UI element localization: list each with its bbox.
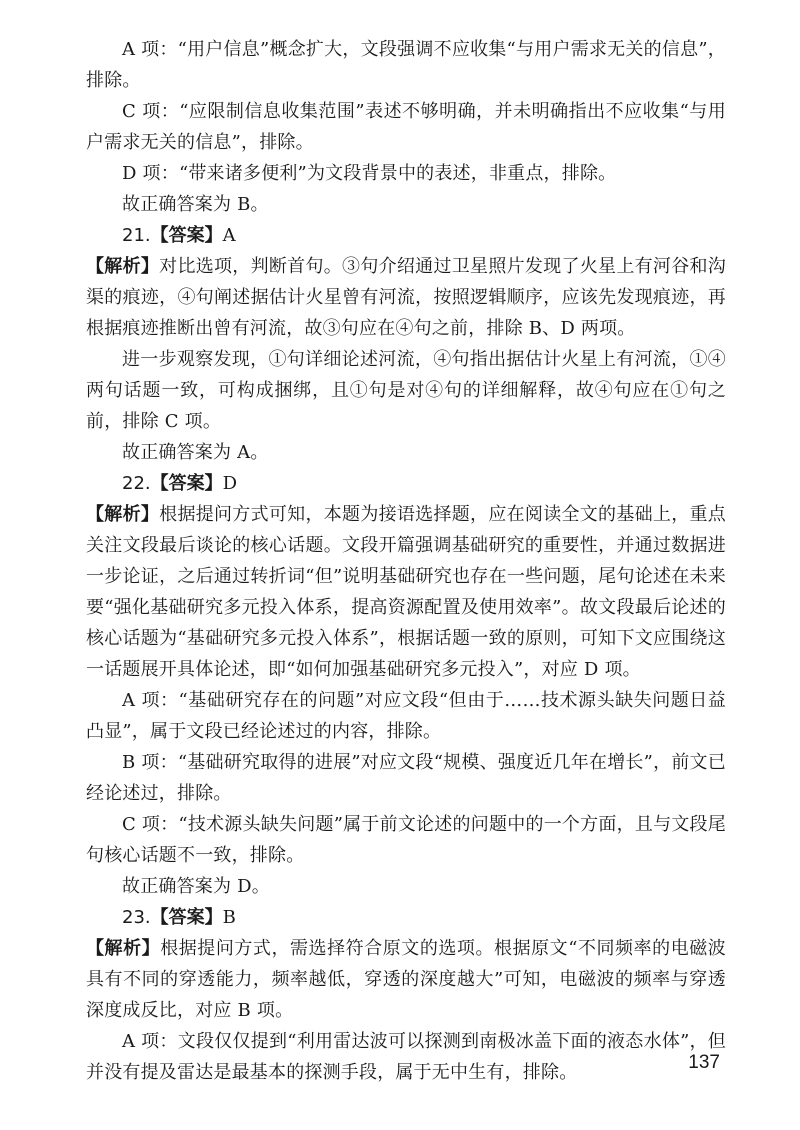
answer-line <box>86 468 726 499</box>
page-number: 137 <box>688 1052 720 1073</box>
analysis-text: 对比选项，判断首句。③句介绍通过卫星照片发现了火星上有河谷和沟渠的痕迹，④句阐述据估计火星曾有河流，按照逻辑顺序，应该先发现痕迹，再根据痕迹推断出曾有河流，故③句应在④句之前，排除 B、D 两项。 <box>86 256 726 339</box>
paragraph: 故正确答案为 A。 <box>122 442 269 463</box>
paragraph: A 项：“基础研究存在的问题”对应文段“但由于……技术源头缺失问题日益凸显”，属于文段已经论述过的内容，排除。 <box>86 690 726 742</box>
paragraph: B 项：“基础研究取得的进展”对应文段“规模、强度近几年在增长”，前文已经论述过，排除。 <box>86 752 726 804</box>
analysis-tag: 【解析】 <box>86 504 160 525</box>
answer-value: D <box>222 473 238 494</box>
paragraph: A 项：“用户信息”概念扩大，文段强调不应收集“与用户需求无关的信息”，排除。 <box>86 39 726 91</box>
analysis-paragraph <box>86 933 726 1026</box>
question-number: 21. <box>122 225 151 246</box>
analysis-paragraph <box>86 251 726 344</box>
answer-tag: 【答案】 <box>150 907 223 928</box>
answer-tag: 【答案】 <box>150 225 223 246</box>
answer-value: B <box>222 907 236 928</box>
analysis-text: 根据提问方式，需选择符合原文的选项。根据原文“不同频率的电磁波具有不同的穿透能力，频率越低，穿透的深度越大”可知，电磁波的频率与穿透深度成反比，对应 B 项。 <box>86 938 726 1021</box>
paragraph: D 项：“带来诸多便利”为文段背景中的表述，非重点，排除。 <box>122 163 617 184</box>
answer-tag: 【答案】 <box>150 473 223 494</box>
analysis-paragraph <box>86 499 726 685</box>
paragraph: 故正确答案为 B。 <box>122 194 269 215</box>
analysis-text: 根据提问方式可知，本题为接语选择题，应在阅读全文的基础上，重点关注文段最后谈论的核心话题。文段开篇强调基础研究的重要性，并通过数据进一步论证，之后通过转折词“但”说明基础研究也存在一些问题，尾句论述在未来要“强化基础研究多元投入体系，提高资源配置及使用效率”。故文段最后论述的核心话题为“基础研究多元投入体系”，根据话题一致的原则，可知下文应围绕这一话题展开具体论述，即“如何加强基础研究多元投入”，对应 D 项。 <box>86 504 726 680</box>
analysis-tag: 【解析】 <box>86 938 161 959</box>
paragraph: 故正确答案为 D。 <box>122 876 270 897</box>
paragraph: A 项：文段仅仅提到“利用雷达波可以探测到南极冰盖下面的液态水体”，但并没有提及雷达是最基本的探测手段，属于无中生有，排除。 <box>86 1031 726 1083</box>
answer-explanation-text <box>86 34 726 1088</box>
answer-line <box>86 220 726 251</box>
analysis-tag: 【解析】 <box>86 256 160 277</box>
paragraph: 进一步观察发现，①句详细论述河流，④句指出据估计火星上有河流，①④两句话题一致，可构成捆绑，且①句是对④句的详细解释，故④句应在①句之前，排除 C 项。 <box>86 349 726 432</box>
answer-value: A <box>222 225 236 246</box>
paragraph: C 项：“应限制信息收集范围”表述不够明确，并未明确指出不应收集“与用户需求无关的信息”，排除。 <box>86 101 726 153</box>
paragraph: C 项：“技术源头缺失问题”属于前文论述的问题中的一个方面，且与文段尾句核心话题不一致，排除。 <box>86 814 726 866</box>
question-number: 22. <box>122 473 151 494</box>
answer-line <box>86 902 726 933</box>
question-number: 23. <box>122 907 151 928</box>
